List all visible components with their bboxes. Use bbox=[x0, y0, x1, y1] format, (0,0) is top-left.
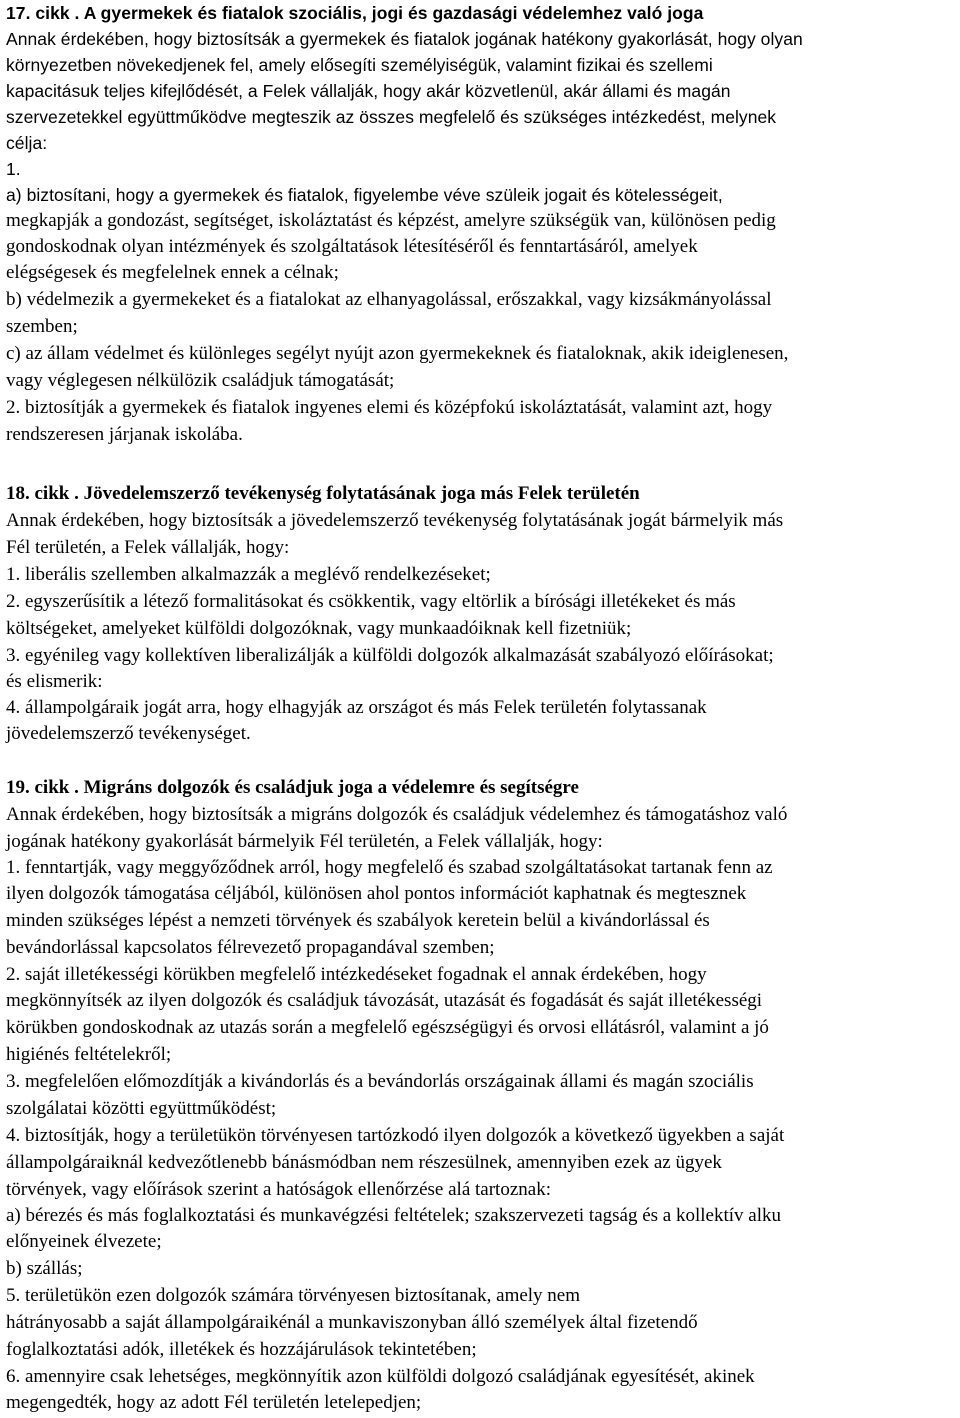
article-17-line: b) védelmezik a gyermekeket és a fiatalokat az elhanyagolással, erőszakkal, vagy kizsákmányolással bbox=[6, 289, 772, 310]
article-19-line: ilyen dolgozók támogatása céljából, különösen ahol pontos információt kaphatnak és megtesznek bbox=[6, 883, 747, 904]
article-17-line: célja: bbox=[6, 133, 48, 153]
article-19-line: 3. megfelelően előmozdítják a kivándorlás és a bevándorlás országainak állami és magán szociális bbox=[6, 1071, 754, 1092]
article-19-line: hátrányosabb a saját állampolgáraikénál a munkaviszonyban álló személyek által fizetendő bbox=[6, 1312, 698, 1333]
article-19-line: 5. területükön ezen dolgozók számára törvényesen biztosítanak, amely nem bbox=[6, 1285, 581, 1306]
article-18-line: jövedelemszerző tevékenységet. bbox=[6, 723, 251, 744]
article-19-line: körükben gondoskodnak az utazás során a megfelelő egészségügyi és orvosi ellátásról, valamint a jó bbox=[6, 1017, 769, 1038]
article-17-line: 1. bbox=[6, 159, 21, 179]
article-17-line: kapacitásuk teljes kifejlődését, a Felek vállalják, hogy akár közvetlenül, akár állami és magán bbox=[6, 81, 731, 101]
article-19-line: előnyeinek élvezete; bbox=[6, 1231, 162, 1252]
article-19-line: 4. biztosítják, hogy a területükön törvényesen tartózkodó ilyen dolgozók a következő ügyekben a saját bbox=[6, 1125, 785, 1146]
article-18-line: és elismerik: bbox=[6, 671, 103, 692]
article-19-line: 2. saját illetékességi körükben megfelelő intézkedéseket fogadnak el annak érdekében, hogy bbox=[6, 964, 707, 985]
article-18-heading: 18. cikk . Jövedelemszerző tevékenység folytatásának joga más Felek területén bbox=[6, 483, 640, 504]
article-17-line: szemben; bbox=[6, 316, 78, 337]
article-19-line: Annak érdekében, hogy biztosítsák a migráns dolgozók és családjuk védelemhez és támogatáshoz való bbox=[6, 804, 788, 825]
article-19-line: b) szállás; bbox=[6, 1258, 83, 1279]
article-18-line: Annak érdekében, hogy biztosítsák a jövedelemszerző tevékenység folytatásának jogát bármelyik más bbox=[6, 510, 784, 531]
article-19-line: 6. amennyire csak lehetséges, megkönnyítik azon külföldi dolgozó családjának egyesítését, akinek bbox=[6, 1366, 755, 1387]
article-17-line: c) az állam védelmet és különleges segélyt nyújt azon gyermekeknek és fiataloknak, akik ideiglenesen, bbox=[6, 343, 789, 364]
article-17-line: Annak érdekében, hogy biztosítsák a gyermekek és fiatalok jogának hatékony gyakorlását, hogy olyan bbox=[6, 29, 803, 49]
article-18-line: 4. állampolgáraik jogát arra, hogy elhagyják az országot és más Felek területén folytassanak bbox=[6, 697, 707, 718]
article-17-line: rendszeresen járjanak iskolába. bbox=[6, 424, 243, 445]
article-19-line: állampolgáraiknál kedvezőtlenebb bánásmódban nem részesülnek, amennyiben ezek az ügyek bbox=[6, 1152, 722, 1173]
article-19-line: a) bérezés és más foglalkoztatási és munkavégzési feltételek; szakszervezeti tagság és a kollektív alku bbox=[6, 1205, 781, 1226]
article-18-line: 1. liberális szellemben alkalmazzák a meglévő rendelkezéseket; bbox=[6, 564, 491, 585]
article-19-line: szolgálatai közötti együttműködést; bbox=[6, 1098, 277, 1119]
article-19-line: jogának hatékony gyakorlását bármelyik Fél területén, a Felek vállalják, hogy: bbox=[6, 831, 603, 852]
article-17-line: környezetben növekedjenek fel, amely elősegíti személyiségük, valamint fizikai és szellemi bbox=[6, 55, 713, 75]
article-19-line: törvények, vagy előírások szerint a hatóságok ellenőrzése alá tartoznak: bbox=[6, 1179, 551, 1200]
article-17-line: vagy véglegesen nélkülözik családjuk támogatását; bbox=[6, 370, 395, 391]
article-17-line: 2. biztosítják a gyermekek és fiatalok ingyenes elemi és középfokú iskoláztatását, valamint azt, hogy bbox=[6, 397, 773, 418]
article-17-heading: 17. cikk . A gyermekek és fiatalok szociális, jogi és gazdasági védelemhez való joga bbox=[6, 3, 704, 23]
article-17-line: a) biztosítani, hogy a gyermekek és fiatalok, figyelembe véve szüleik jogait és kötelességeit, bbox=[6, 185, 723, 205]
article-19-line: bevándorlással kapcsolatos félrevezető propagandával szemben; bbox=[6, 937, 495, 958]
article-18-line: költségeket, amelyeket külföldi dolgozóknak, vagy munkaadóiknak kell fizetniük; bbox=[6, 618, 632, 639]
article-19-line: megkönnyítsék az ilyen dolgozók és családjuk távozását, utazását és fogadását és saját illetékességi bbox=[6, 990, 763, 1011]
article-19-heading: 19. cikk . Migráns dolgozók és családjuk joga a védelemre és segítségre bbox=[6, 777, 579, 798]
article-17-line: gondoskodnak olyan intézmények és szolgáltatások létesítéséről és fenntartásáról, amelyek bbox=[6, 236, 698, 257]
article-18-line: 2. egyszerűsítik a létező formalitásokat és csökkentik, vagy eltörlik a bírósági illetékeket és más bbox=[6, 591, 736, 612]
article-18-line: 3. egyénileg vagy kollektíven liberalizálják a külföldi dolgozók alkalmazását szabályozó előírásokat; bbox=[6, 645, 774, 666]
article-17-line: megkapják a gondozást, segítséget, iskoláztatást és képzést, amelyre szükségük van, különösen pedig bbox=[6, 210, 776, 231]
article-19-line: 1. fenntartják, vagy meggyőződnek arról, hogy megfelelő és szabad szolgáltatásokat tartanak fenn az bbox=[6, 857, 773, 878]
article-19-line: megengedték, hogy az adott Fél területén letelepedjen; bbox=[6, 1392, 422, 1413]
article-19-line: minden szükséges lépést a nemzeti törvények és szabályok keretein belül a kivándorlással és bbox=[6, 910, 710, 931]
article-17-line: szervezetekkel együttműködve megteszik az összes megfelelő és szükséges intézkedést, melynek bbox=[6, 107, 777, 127]
article-19-line: foglalkoztatási adók, illetékek és hozzájárulások tekintetében; bbox=[6, 1339, 477, 1360]
article-19-line: higiénés feltételekről; bbox=[6, 1044, 172, 1065]
article-18-line: Fél területén, a Felek vállalják, hogy: bbox=[6, 537, 290, 558]
article-17-line: elégségesek és megfelelnek ennek a célnak; bbox=[6, 262, 339, 283]
